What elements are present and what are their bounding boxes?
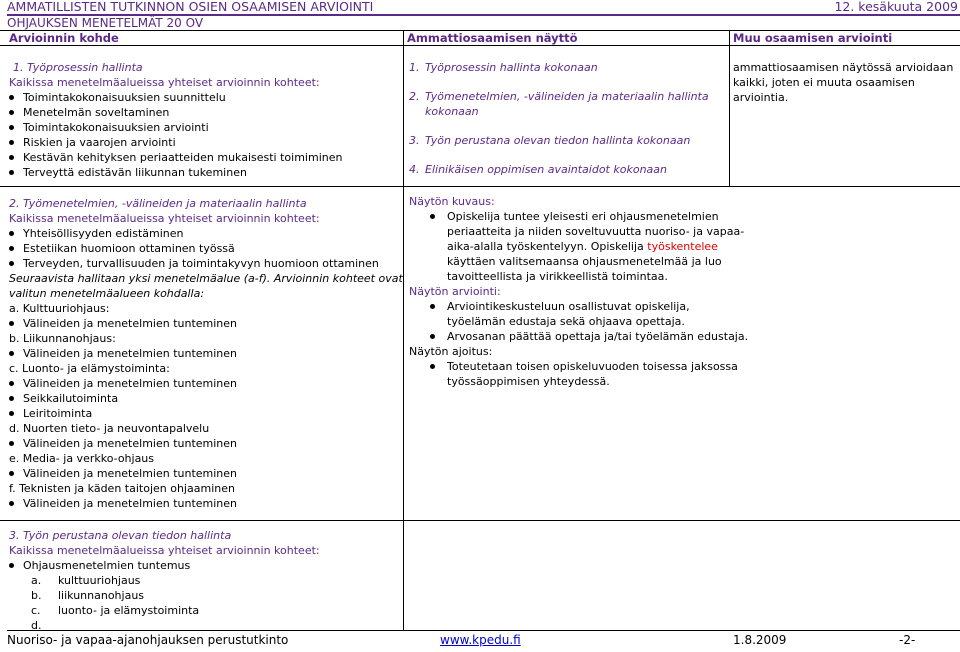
document-subtitle: OHJAUKSEN MENETELMÄT 20 OV bbox=[7, 16, 204, 30]
demo-item: Elinikäisen oppimisen avaintaidot kokonaan bbox=[425, 163, 667, 176]
row2-demo bbox=[409, 194, 748, 389]
column-header-muu: Muu osaamisen arviointi bbox=[733, 31, 893, 45]
demo-number: 2. bbox=[409, 90, 420, 103]
list-item: Toimintakokonaisuuksien arviointi bbox=[9, 120, 342, 135]
document-header bbox=[7, 0, 960, 16]
row3-criteria bbox=[9, 528, 320, 633]
row2-criteria bbox=[9, 196, 403, 511]
row1-common-label: Kaikissa menetelmäalueissa yhteiset arvioinnin kohteet: bbox=[9, 76, 320, 89]
highlighted-word: työskentelee bbox=[647, 240, 718, 253]
demo-timing-line: Toteutetaan toisen opiskeluvuoden toisessa jaksossa bbox=[447, 360, 738, 373]
page-footer bbox=[7, 630, 960, 651]
demo-item: Työn perustana olevan tiedon hallinta kokonaan bbox=[425, 134, 691, 147]
list-item: Välineiden ja menetelmien tunteminen bbox=[9, 376, 403, 391]
demo-desc-line bbox=[447, 239, 748, 254]
demo-number: 3. bbox=[409, 134, 420, 147]
sub-letter: c. bbox=[31, 604, 41, 617]
row-divider-2 bbox=[0, 520, 960, 521]
row2-note: Seuraavista hallitaan yksi menetelmäalue (a-f). Arvioinnin kohteet ovat bbox=[9, 272, 403, 285]
sub-letter: b. bbox=[31, 589, 42, 602]
footer-date: 1.8.2009 bbox=[733, 633, 787, 647]
area-label: c. Luonto- ja elämystoiminta: bbox=[9, 362, 170, 375]
text-segment: aika-alalla työskentelyyn. Opiskelija bbox=[447, 240, 648, 253]
list-item: Seikkailutoiminta bbox=[9, 391, 403, 406]
row2-note: valitun menetelmäalueen kohdalla: bbox=[9, 287, 205, 300]
sub-item: liikunnanohjaus bbox=[58, 589, 145, 602]
demo-assess-label: Näytön arviointi: bbox=[409, 285, 501, 298]
row2-common-label: Kaikissa menetelmäalueissa yhteiset arvioinnin kohteet: bbox=[9, 212, 320, 225]
demo-assess-line: työelämän edustaja sekä ohjaava opettaja. bbox=[447, 315, 685, 328]
demo-number: 1. bbox=[409, 61, 420, 74]
sub-letter: a. bbox=[31, 574, 42, 587]
list-item: Välineiden ja menetelmien tunteminen bbox=[9, 316, 403, 331]
other-text: kaikki, joten ei muuta osaamisen bbox=[733, 76, 915, 89]
list-item: Menetelmän soveltaminen bbox=[9, 105, 342, 120]
demo-assess-line: Arviointikeskusteluun osallistuvat opiskelija, bbox=[447, 300, 690, 313]
list-item: Terveyden, turvallisuuden ja toimintakyvyn huomioon ottaminen bbox=[9, 256, 403, 271]
list-item: Välineiden ja menetelmien tunteminen bbox=[9, 496, 403, 511]
column-header-kohde: Arvioinnin kohde bbox=[9, 31, 119, 45]
column-header-row bbox=[0, 30, 960, 46]
demo-desc-line: Opiskelija tuntee yleisesti eri ohjausmenetelmien bbox=[447, 210, 719, 223]
sub-item: luonto- ja elämystoiminta bbox=[58, 604, 200, 617]
list-item: Yhteisöllisyyden edistäminen bbox=[9, 226, 403, 241]
list-item: Kestävän kehityksen periaatteiden mukaisesti toimiminen bbox=[9, 150, 342, 165]
list-item: Riskien ja vaarojen arviointi bbox=[9, 135, 342, 150]
footer-link[interactable]: www.kpedu.fi bbox=[440, 633, 521, 647]
area-label: d. Nuorten tieto- ja neuvontapalvelu bbox=[9, 422, 210, 435]
column-header-naytto: Ammattiosaamisen näyttö bbox=[407, 31, 578, 45]
demo-desc-label: Näytön kuvaus: bbox=[409, 195, 495, 208]
demo-desc-line: periaatteita ja niiden soveltuvuutta nuoriso- ja vapaa- bbox=[447, 225, 745, 238]
demo-item-cont: kokonaan bbox=[425, 105, 479, 118]
row1-demo bbox=[409, 60, 709, 177]
list-item: Välineiden ja menetelmien tunteminen bbox=[9, 346, 403, 361]
other-text: ammattiosaamisen näytössä arvioidaan bbox=[733, 61, 954, 74]
footer-page-number: -2- bbox=[899, 633, 916, 647]
demo-timing-line: työssäoppimisen yhteydessä. bbox=[447, 375, 610, 388]
row1-other bbox=[733, 60, 953, 105]
document-date: 12. kesäkuuta 2009 bbox=[834, 0, 958, 14]
area-label: b. Liikunnanohjaus: bbox=[9, 332, 116, 345]
column-divider-2 bbox=[729, 30, 730, 186]
list-item: Välineiden ja menetelmien tunteminen bbox=[9, 436, 403, 451]
demo-item: Työmenetelmien, -välineiden ja materiaalin hallinta bbox=[425, 90, 709, 103]
demo-timing-label: Näytön ajoitus: bbox=[409, 345, 493, 358]
area-label: a. Kulttuuriohjaus: bbox=[9, 302, 110, 315]
list-item: Ohjausmenetelmien tuntemus bbox=[9, 558, 320, 573]
demo-assess-line: Arvosanan päättää opettaja ja/tai työelämän edustaja. bbox=[447, 330, 749, 343]
demo-item: Työprosessin hallinta kokonaan bbox=[425, 61, 598, 74]
demo-desc-line: käyttäen valitsemaansa ohjausmenetelmää ja luo bbox=[447, 255, 722, 268]
area-label: e. Media- ja verkko-ohjaus bbox=[9, 452, 155, 465]
footer-program: Nuoriso- ja vapaa-ajanohjauksen perustutkinto bbox=[7, 633, 289, 647]
area-label: f. Teknisten ja käden taitojen ohjaaminen bbox=[9, 482, 235, 495]
row1-criteria bbox=[9, 60, 342, 180]
row3-heading: 3. Työn perustana olevan tiedon hallinta bbox=[9, 529, 232, 542]
column-divider-1 bbox=[403, 30, 404, 630]
other-text: arviointia. bbox=[733, 91, 789, 104]
sub-item: kulttuuriohjaus bbox=[58, 574, 141, 587]
sub-letter: d. bbox=[31, 619, 42, 632]
row3-common-label: Kaikissa menetelmäalueissa yhteiset arvioinnin kohteet: bbox=[9, 544, 320, 557]
row1-heading: 1. Työprosessin hallinta bbox=[13, 61, 143, 74]
document-title: AMMATILLISTEN TUTKINNON OSIEN OSAAMISEN ARVIOINTI bbox=[7, 0, 374, 14]
demo-desc-line: tavoitteellista ja virikkeellistä toimintaa. bbox=[447, 270, 668, 283]
row-divider-1 bbox=[0, 186, 960, 187]
list-item: Terveyttä edistävän liikunnan tukeminen bbox=[9, 165, 342, 180]
list-item: Toimintakokonaisuuksien suunnittelu bbox=[9, 90, 342, 105]
list-item: Estetiikan huomioon ottaminen työssä bbox=[9, 241, 403, 256]
list-item: Välineiden ja menetelmien tunteminen bbox=[9, 466, 403, 481]
list-item: Leiritoiminta bbox=[9, 406, 403, 421]
row2-heading: 2. Työmenetelmien, -välineiden ja materiaalin hallinta bbox=[9, 197, 307, 210]
demo-number: 4. bbox=[409, 163, 420, 176]
